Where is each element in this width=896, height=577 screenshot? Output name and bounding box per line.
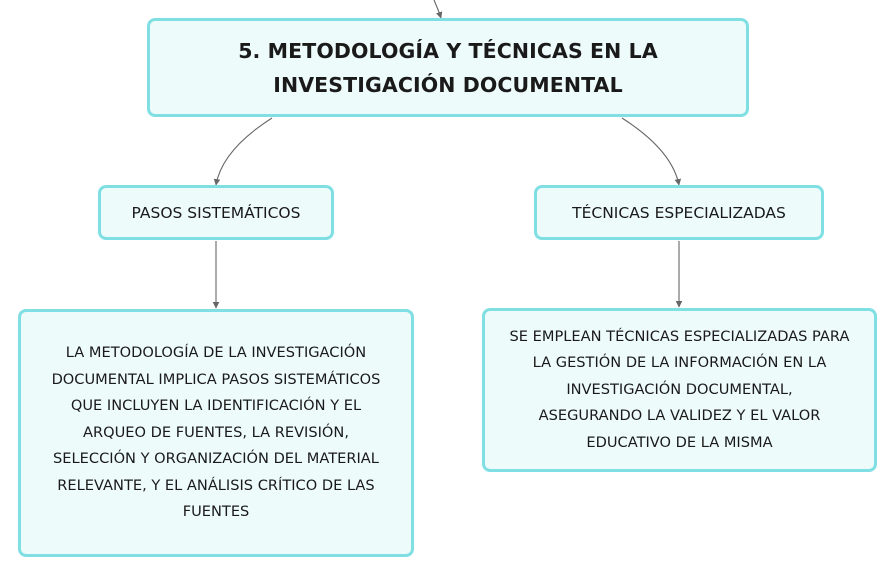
- connector-parent-to-root: [434, 0, 441, 18]
- central-topic-title: [238, 34, 658, 102]
- pasos-sistematicos-detail-node[interactable]: [18, 309, 414, 557]
- detail-line: RELEVANTE, Y EL ANÁLISIS CRÍTICO DE LAS: [57, 476, 375, 494]
- tecnicas-especializadas-detail-text: [510, 324, 850, 457]
- detail-line: LA GESTIÓN DE LA INFORMACIÓN EN LA: [532, 354, 827, 372]
- detail-line: SE EMPLEAN TÉCNICAS ESPECIALIZADAS PARA: [509, 327, 850, 345]
- detail-line: LA METODOLOGÍA DE LA INVESTIGACIÓN: [65, 344, 367, 362]
- connector-root-to-tecnicas: [622, 118, 679, 185]
- detail-line: SELECCIÓN Y ORGANIZACIÓN DEL MATERIAL: [53, 450, 379, 468]
- detail-line: EDUCATIVO DE LA MISMA: [586, 433, 773, 451]
- tecnicas-especializadas-node[interactable]: [534, 185, 824, 240]
- detail-line: QUE INCLUYEN LA IDENTIFICACIÓN Y EL: [70, 397, 362, 415]
- tecnicas-especializadas-detail-node[interactable]: [482, 308, 877, 472]
- central-topic-node[interactable]: [147, 18, 749, 117]
- central-topic-title-line-1: 5. METODOLOGÍA Y TÉCNICAS EN LA: [238, 38, 658, 63]
- connector-root-to-pasos: [216, 118, 272, 185]
- detail-line: INVESTIGACIÓN DOCUMENTAL,: [566, 380, 793, 398]
- tecnicas-especializadas-label: TÉCNICAS ESPECIALIZADAS: [572, 203, 786, 222]
- detail-line: DOCUMENTAL IMPLICA PASOS SISTEMÁTICOS: [51, 370, 381, 388]
- pasos-sistematicos-label: PASOS SISTEMÁTICOS: [131, 203, 301, 222]
- pasos-sistematicos-node[interactable]: [98, 185, 334, 240]
- pasos-sistematicos-detail-text: [52, 340, 381, 526]
- central-topic-title-line-2: INVESTIGACIÓN DOCUMENTAL: [273, 72, 623, 97]
- detail-line: ARQUEO DE FUENTES, LA REVISIÓN,: [83, 423, 349, 441]
- detail-line: ASEGURANDO LA VALIDEZ Y EL VALOR: [538, 407, 821, 425]
- detail-line: FUENTES: [182, 503, 250, 521]
